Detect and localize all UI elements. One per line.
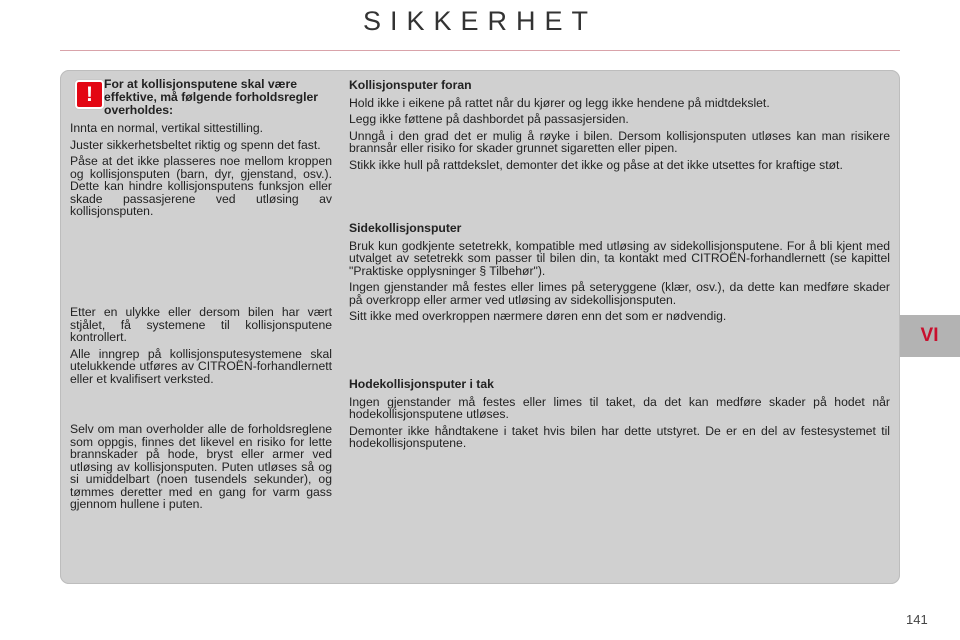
page-title: SIKKERHET [362,6,598,36]
section-front-airbags [349,79,890,175]
section-curtain-airbags [349,378,890,454]
section-paragraph: Stikk ikke hull på rattdekslet, demonter det ikke og påse at det ikke utsettes for kraftige støt. [349,157,843,172]
warning-block-1 [70,122,332,222]
chapter-tab-label: VI [920,325,939,346]
section-paragraph: Ingen gjenstander må festes eller limes til taket, da det kan medføre skader på hodet når hodekollisjonsputene utløses. [349,394,890,421]
section-paragraph: Demonter ikke håndtakene i taket hvis bilen har dette utstyret. De er en del av festesystemet til hodekollisjonsputene. [349,423,890,450]
section-heading: Hodekollisjonsputer i tak [349,377,494,391]
warning-paragraph: Påse at det ikke plasseres noe mellom kroppen og kollisjonsputen (barn, dyr, gjenstand, osv.). Dette kan hindre kollisjonsputens funksjon eller skade passasjerene ved utløsing av kollisjonsputen. [70,154,332,218]
warning-paragraph: Innta en normal, vertikal sittestilling. [70,121,264,135]
warning-paragraph: Etter en ulykke eller dersom bilen har vært stjålet, få systemene til kollisjonsputene kontrollert. [70,305,332,344]
section-heading: Sidekollisjonsputer [349,221,462,235]
warning-block-3 [70,423,332,515]
section-paragraph: Legg ikke føttene på dashbordet på passasjersiden. [349,112,629,126]
warning-paragraph: Selv om man overholder alle de forholdsreglene som oppgis, finnes det likevel en risiko for lette brannskader på hode, bryst eller armer ved utløsing av kollisjonsputen. Puten utløses så og si umiddelbart (noen tusendels sekunder), og tømmes deretter med en gang for varm gass gjennom hullene i puten. [70,422,332,511]
section-paragraph: Unngå i den grad det er mulig å røyke i bilen. Dersom kollisjonsputen utløses kan man risikere brannsår eller risiko for skader grunnet sigaretten eller pipen. [349,128,890,155]
title-divider [60,50,900,51]
warning-paragraph: Juster sikkerhetsbeltet riktig og spenn det fast. [70,137,321,152]
warning-paragraph: Alle inngrep på kollisjonsputesystemene skal utelukkende utføres av CITROËN-forhandlernett eller et kvalifisert verksted. [70,346,332,386]
section-paragraph: Sitt ikke med overkroppen nærmere døren enn det som er nødvendig. [349,309,727,323]
section-paragraph: Bruk kun godkjente setetrekk, kompatible med utløsing av sidekollisjonsputene. For å bli kjent med utvalget av setetrekk som passer til bilen din, ta kontakt med CITROËN-forhandlernett (se kapittel "Praktiske opplysninger § Tilbehør"). [349,238,890,278]
chapter-tab[interactable] [899,315,960,357]
section-side-airbags [349,222,890,327]
section-paragraph: Ingen gjenstander må festes eller limes på seteryggene (klær, osv.), da dette kan medføre skader på overkropp eller armer ved utløsing av sidekollisjonsputen. [349,280,890,307]
section-paragraph: Hold ikke i eikene på rattet når du kjører og legg ikke hendene på midtdekslet. [349,95,770,110]
warning-icon: ! [75,80,104,109]
section-heading: Kollisjonsputer foran [349,78,472,92]
page-number: 141 [906,612,928,627]
warning-block-2 [70,306,332,389]
warning-heading: For at kollisjonsputene skal være effektive, må følgende forholdsregler overholdes: [104,77,319,117]
